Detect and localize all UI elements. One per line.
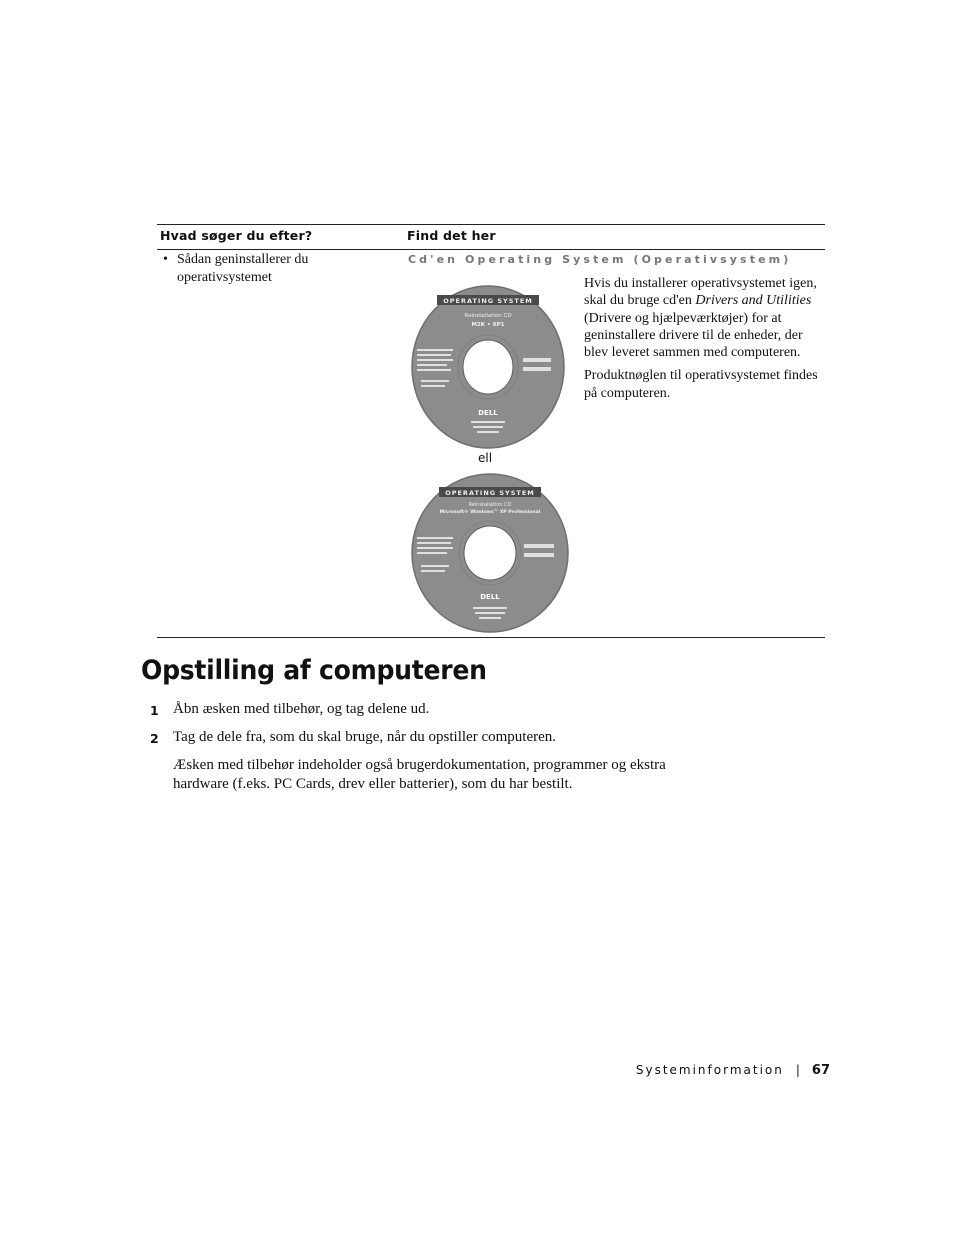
disc-banner: OPERATING SYSTEM bbox=[445, 489, 535, 497]
step-number: 1 bbox=[150, 703, 159, 718]
section-title: Opstilling af computeren bbox=[141, 655, 487, 686]
step-text: Tag de dele fra, som du skal bruge, når du opstiller computeren. bbox=[173, 729, 556, 745]
cd-disc-image bbox=[411, 285, 565, 454]
disc-banner: OPERATING SYSTEM bbox=[443, 297, 533, 305]
cd-description bbox=[584, 275, 826, 408]
footer-separator: | bbox=[795, 1063, 800, 1077]
product-key-paragraph: Produktnøglen til operativsystemet findes på computeren. bbox=[584, 368, 818, 401]
cd-heading: Cd'en Operating System (Operativsystem) bbox=[408, 253, 792, 266]
footer-section-name: Systeminformation bbox=[635, 1063, 784, 1077]
step-note: Æsken med tilbehør indeholder også brugerdokumentation, programmer og ekstra hardware (f.eks. PC Cards, drev eller batterier), som du har bestilt. bbox=[173, 757, 666, 792]
table-top-rule bbox=[157, 224, 825, 225]
page-footer bbox=[636, 1063, 830, 1078]
cd-disc-image bbox=[411, 473, 569, 638]
dell-logo-text: DELL bbox=[480, 593, 500, 601]
list-item-text: Sådan geninstallerer du operativsystemet bbox=[177, 252, 309, 285]
or-label: ell bbox=[478, 451, 493, 465]
cd-title-italic: Drivers and Utilities bbox=[695, 293, 812, 309]
step-text: Åbn æsken med tilbehør, og tag delene ud. bbox=[173, 701, 430, 717]
table-header-rule bbox=[157, 249, 825, 250]
bullet-dot: • bbox=[163, 252, 168, 267]
disc-line1: Reinstallation CD bbox=[468, 502, 512, 508]
table-bottom-rule bbox=[157, 637, 825, 638]
disc-line1: Reinstallation CD bbox=[464, 313, 512, 319]
page-number: 67 bbox=[811, 1063, 830, 1078]
disc-line2: Microsoft® Windows™ XP Professional bbox=[439, 510, 541, 515]
list-item bbox=[163, 251, 363, 287]
table-header-where: Find det her bbox=[407, 228, 496, 243]
disc-line2: M2K • XP1 bbox=[471, 322, 505, 328]
step-number: 2 bbox=[150, 731, 159, 746]
dell-logo-text: DELL bbox=[478, 409, 498, 417]
description-text: Hvis du installerer operativsystemet igen, skal du bruge cd'en bbox=[584, 276, 817, 309]
description-text: (Drivere og hjælpeværktøjer) for at geninstallere drivere til de enheder, der blev leveret sammen med computeren. bbox=[584, 310, 803, 361]
table-header-what: Hvad søger du efter? bbox=[160, 228, 313, 243]
description-paragraph bbox=[584, 275, 826, 361]
